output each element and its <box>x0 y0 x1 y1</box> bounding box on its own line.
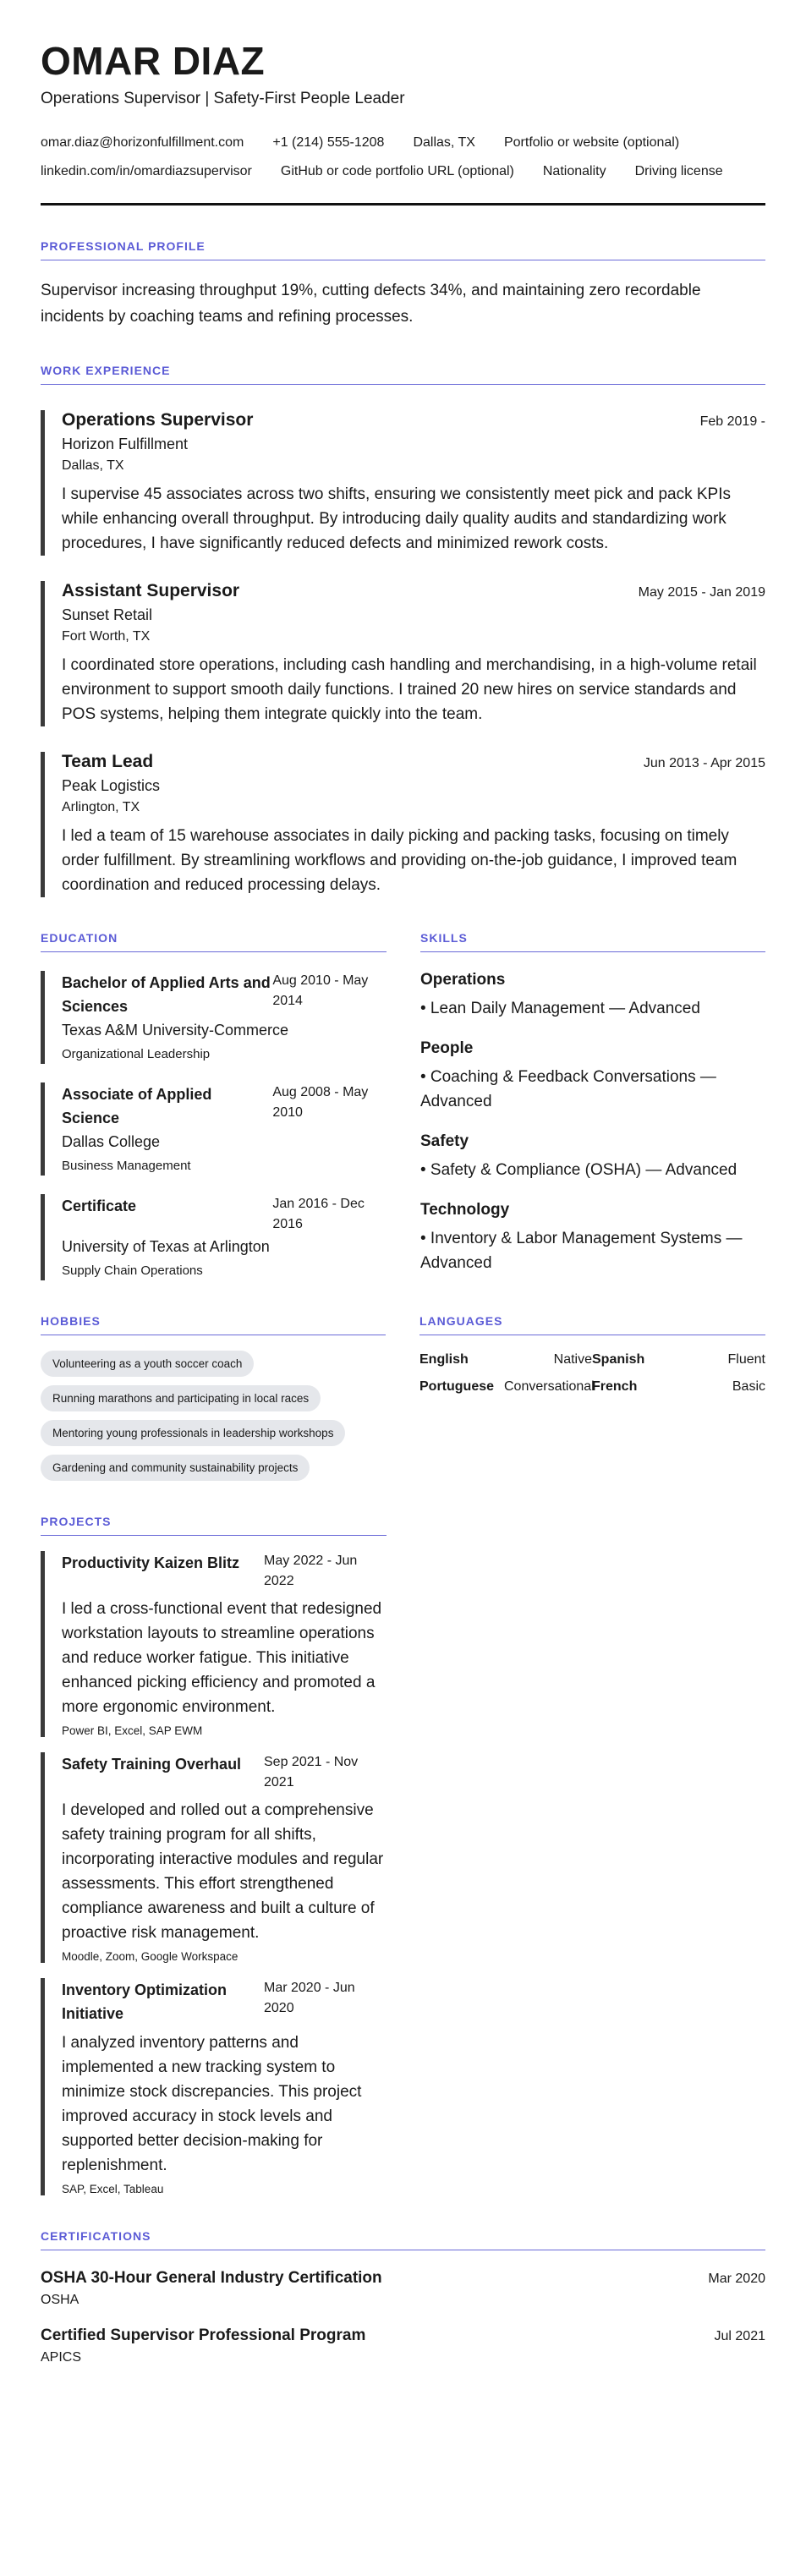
certifications-section <box>41 2229 765 2365</box>
skill-group <box>420 1039 765 1114</box>
education-field: Supply Chain Operations <box>62 1263 203 1279</box>
certification-name: Certified Supervisor Professional Program <box>41 2327 366 2345</box>
contact-driving-license: Driving license <box>634 164 723 179</box>
project-description: I led a cross-functional event that redesigned workstation layouts to streamline operations and reduce worker fatigue. This initiative enhanced picking efficiency and promoted a more ergonomic environment. <box>62 1600 382 1717</box>
section-title-education: EDUCATION <box>41 931 387 952</box>
education-entry <box>41 1082 387 1176</box>
language-level: Fluent <box>727 1352 765 1367</box>
job-date: Jun 2013 - Apr 2015 <box>643 756 765 771</box>
job-company: Sunset Retail <box>62 606 153 624</box>
section-title-experience: WORK EXPERIENCE <box>41 364 765 385</box>
project-tools: Moodle, Zoom, Google Workspace <box>62 1950 239 1964</box>
skill-item: • Lean Daily Management — Advanced <box>420 1000 700 1018</box>
job-description: I supervise 45 associates across two shifts, ensuring we consistently meet pick and pack KPIs while enhancing overall throughput. By introducing daily quality audits and standardizing work procedures, I have significantly reduced defects and minimized rework costs. <box>62 485 731 553</box>
language-level: Basic <box>732 1379 765 1395</box>
project-entry <box>41 1978 387 2195</box>
education-school: Texas A&M University-Commerce <box>62 1022 289 1039</box>
project-title: Inventory Optimization Initiative <box>62 1981 228 2023</box>
job-title: Team Lead <box>62 752 154 772</box>
project-description: I analyzed inventory patterns and implemented a new tracking system to minimize stock discrepancies. This project improved accuracy in stock levels and supported better decision-making for replenishment. <box>62 2034 362 2175</box>
job-entry <box>41 752 765 897</box>
hobby-chip: Running marathons and participating in local races <box>41 1385 321 1411</box>
language-level: Native <box>553 1352 592 1367</box>
contact-phone[interactable]: +1 (214) 555-1208 <box>272 135 385 151</box>
skill-group <box>420 971 765 1021</box>
project-description: I developed and rolled out a comprehensive safety training program for all shifts, incorporating interactive modules and regular assessments. This effort strengthened compliance awareness and built a culture of proactive risk management. <box>62 1801 384 1943</box>
certification-entry <box>41 2327 765 2365</box>
job-title: Operations Supervisor <box>62 410 254 430</box>
hobbies-section <box>41 1280 386 1481</box>
certification-date: Mar 2020 <box>708 2272 765 2287</box>
section-title-hobbies: HOBBIES <box>41 1314 386 1335</box>
job-description: I coordinated store operations, including cash handling and merchandising, in a high-volume retail environment to support smooth daily functions. I trained 20 new hires on service standards and POS systems, helping them integrate quickly into the team. <box>62 656 757 724</box>
job-description: I led a team of 15 warehouse associates in daily picking and packing tasks, focusing on timely order fulfillment. By streamlining workflows and providing on-the-job guidance, I improved team coordination and reduced processing delays. <box>62 827 737 895</box>
education-field: Organizational Leadership <box>62 1047 211 1062</box>
education-date: Jan 2016 - Dec 2016 <box>272 1197 365 1232</box>
education-section <box>41 897 387 1280</box>
certification-issuer: APICS <box>41 2350 82 2365</box>
education-date: Aug 2010 - May 2014 <box>272 973 369 1009</box>
education-school: University of Texas at Arlington <box>62 1238 270 1256</box>
projects-section <box>41 1481 387 2195</box>
language-name: Spanish <box>592 1352 645 1367</box>
job-location: Fort Worth, TX <box>62 629 151 644</box>
project-entry <box>41 1551 387 1737</box>
project-title: Safety Training Overhaul <box>62 1756 242 1773</box>
certification-entry <box>41 2269 765 2308</box>
job-entry <box>41 410 765 556</box>
section-title-languages: LANGUAGES <box>419 1314 765 1335</box>
project-title: Productivity Kaizen Blitz <box>62 1554 240 1572</box>
language-list <box>419 1352 765 1395</box>
education-skills-row <box>41 897 765 1280</box>
project-date: Sep 2021 - Nov 2021 <box>264 1755 359 1790</box>
job-title: Assistant Supervisor <box>62 581 240 601</box>
education-school: Dallas College <box>62 1133 161 1151</box>
projects-row <box>41 1481 765 2195</box>
profile-text: Supervisor increasing throughput 19%, cutting defects 34%, and maintaining zero recordable incidents by coaching teams and refining processes. <box>41 282 701 326</box>
skill-group <box>420 1201 765 1275</box>
resume-header <box>41 41 765 206</box>
education-degree: Bachelor of Applied Arts and Sciences <box>62 974 271 1016</box>
candidate-headline: Operations Supervisor | Safety-First People Leader <box>41 90 405 108</box>
contact-nationality: Nationality <box>542 164 606 179</box>
education-field: Business Management <box>62 1159 191 1174</box>
hobby-list <box>41 1351 386 1481</box>
certification-date: Jul 2021 <box>714 2329 765 2344</box>
skill-category: Technology <box>420 1201 510 1219</box>
education-entry <box>41 1194 387 1280</box>
skill-item: • Coaching & Feedback Conversations — Advanced <box>420 1068 716 1111</box>
candidate-name: OMAR DIAZ <box>41 39 266 83</box>
section-title-projects: PROJECTS <box>41 1515 387 1536</box>
profile-section <box>41 239 765 330</box>
job-location: Arlington, TX <box>62 800 140 815</box>
job-date: May 2015 - Jan 2019 <box>638 585 765 600</box>
skill-group <box>420 1132 765 1182</box>
certification-issuer: OSHA <box>41 2293 80 2308</box>
language-name: Portuguese <box>419 1379 495 1395</box>
section-title-certifications: CERTIFICATIONS <box>41 2229 765 2250</box>
education-degree: Associate of Applied Science <box>62 1086 212 1127</box>
project-tools: SAP, Excel, Tableau <box>62 2183 164 2196</box>
skill-item: • Safety & Compliance (OSHA) — Advanced <box>420 1161 737 1180</box>
skill-category: People <box>420 1039 474 1058</box>
certification-name: OSHA 30-Hour General Industry Certification <box>41 2269 382 2288</box>
hobby-chip: Volunteering as a youth soccer coach <box>41 1351 254 1377</box>
education-degree: Certificate <box>62 1198 137 1215</box>
contact-github[interactable]: GitHub or code portfolio URL (optional) <box>280 164 514 179</box>
header-divider <box>41 203 765 206</box>
job-company: Horizon Fulfillment <box>62 436 189 453</box>
hobby-chip: Gardening and community sustainability projects <box>41 1455 310 1481</box>
job-company: Peak Logistics <box>62 777 161 795</box>
section-title-profile: PROFESSIONAL PROFILE <box>41 239 765 260</box>
project-tools: Power BI, Excel, SAP EWM <box>62 1724 203 1738</box>
contact-linkedin[interactable]: linkedin.com/in/omardiazsupervisor <box>41 164 252 179</box>
education-date: Aug 2008 - May 2010 <box>272 1085 369 1121</box>
contact-list <box>41 134 765 181</box>
hobbies-languages-row <box>41 1280 765 1481</box>
languages-section <box>419 1280 765 1481</box>
education-entry <box>41 971 387 1064</box>
section-title-skills: SKILLS <box>420 931 765 952</box>
project-date: Mar 2020 - Jun 2020 <box>264 1981 355 2016</box>
experience-section <box>41 364 765 897</box>
job-entry <box>41 581 765 726</box>
language-level: Conversational <box>504 1379 595 1395</box>
contact-location: Dallas, TX <box>413 135 475 151</box>
skills-section <box>420 897 765 1280</box>
skill-category: Operations <box>420 971 506 989</box>
job-location: Dallas, TX <box>62 458 124 474</box>
skill-category: Safety <box>420 1132 469 1151</box>
project-date: May 2022 - Jun 2022 <box>264 1554 358 1589</box>
job-date: Feb 2019 - <box>699 414 765 430</box>
language-name: English <box>419 1352 469 1367</box>
project-entry <box>41 1752 387 1963</box>
language-name: French <box>592 1379 638 1395</box>
contact-portfolio[interactable]: Portfolio or website (optional) <box>503 135 680 151</box>
skill-item: • Inventory & Labor Management Systems — Advanced <box>420 1230 743 1273</box>
contact-email[interactable]: omar.diaz@horizonfulfillment.com <box>41 135 244 151</box>
hobby-chip: Mentoring young professionals in leadership workshops <box>41 1420 345 1446</box>
